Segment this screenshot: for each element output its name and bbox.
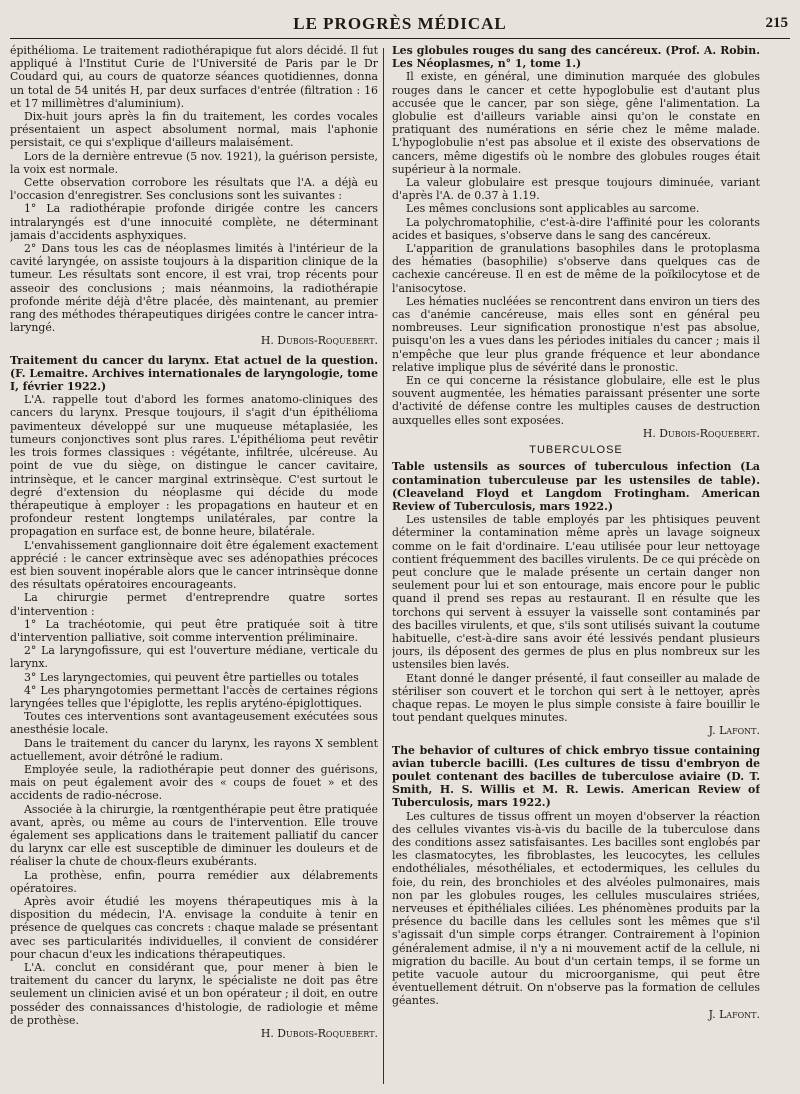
article-title-text: Table ustensils as sources of tuberculous infection (La contamination tuberculeuse par les ustensiles de table).: [392, 460, 760, 487]
paragraph: Les cultures de tissus offrent un moyen d'observer la réaction des cellules vivantes vis-à-vis du bacille de la tuberculose dans des conditions assez satisfaisantes. Les bacilles sont englobés par les clasmatocytes, les fibroblastes, les leucocytes, les cellules endothéliales, mésothéliales, et ectodermiques, les cellules du foie, du rein, des bronchioles et des alvéoles pulmonaires, mais non par les globules rouges, les cellules musculaires striées, nerveuses et épithéliales ciliées. Les phénomènes produits par la présence du bacille dans les cellules sont les mêmes que s'il s'agissait d'un simple corps étranger. Contrairement à l'opinion généralement admise, il n'y a ni mouvement actif de la cellule, ni migration du bacille. Au bout d'un certain temps, il se forme un petite vacuole autour du microorganisme, qui peut être éventuellement détruit. On n'observe pas la formation de cellules géantes.: [392, 809, 760, 1008]
paragraph: La polychromatophilie, c'est-à-dire l'affinité pour les colorants acides et basiques, s'observe dans le sang des cancéreux.: [392, 215, 760, 242]
journal-title: LE PROGRÈS MÉDICAL: [293, 14, 507, 33]
article-reference: (Prof. A. Robin. Les Néoplasmes, n° 1, tome 1.): [392, 44, 760, 71]
article-title: [392, 44, 760, 70]
page-number: 215: [765, 15, 788, 31]
article-reference: (D. T. Smith, H. S. Willis et M. R. Lewis. American Review of Tuberculosis, mars 1922.): [392, 769, 760, 810]
right-column: [392, 44, 760, 1088]
paragraph: Cette observation corrobore les résultats que l'A. a déjà eu l'occasion d'enregistrer. Ses conclusions sont les suivantes :: [10, 176, 378, 203]
article-reference: (F. Lemaitre. Archives internationales de laryngologie, tome I, février 1922.): [10, 366, 378, 394]
paragraph: Dix-huit jours après la fin du traitement, les cordes vocales présentaient un aspect absolument normal, mais l'aphonie persistait, ce qui s'explique d'ailleurs malaisément.: [10, 110, 378, 150]
paragraph: 3° Les laryngectomies, qui peuvent être partielles ou totales: [24, 670, 359, 684]
paragraph: En ce qui concerne la résistance globulaire, elle est le plus souvent augmentée, les hématies paraissant présenter une sorte d'activité de défense contre les multiples causes de destruction auxquelles elles sont exposées.: [392, 374, 760, 427]
paragraph: Associée à la chirurgie, la rœntgenthérapie peut être pratiquée avant, après, ou même au cours de l'intervention. Elle trouve également ses applications dans le traitement palliatif du cancer du larynx car elle est susceptible de diminuer les douleurs et de réaliser la chute de choux-fleurs exubérants.: [10, 802, 378, 869]
article-signature: H. Dubois-Roquebert.: [642, 426, 760, 440]
article-title-text: Les globules rouges du sang des cancéreux.: [392, 44, 662, 57]
left-column: [10, 44, 378, 1088]
article-title: [392, 460, 760, 513]
article-signature: J. Lafont.: [708, 1007, 760, 1021]
article-reference: (Cleaveland Floyd et Langdom Frotingham. American Review of Tuberculosis, mars 1922.): [392, 486, 760, 513]
paragraph: Il existe, en général, une diminution marquée des globules rouges dans le cancer et cette hypoglobulie est d'autant plus accusée que le cancer, par son siège, gêne l'alimentation. La globulie est d'ailleurs variable ainsi qu'on le constate en pratiquant des numérations en série chez le même malade. L'hypoglobulie n'est pas absolue et il existe des observations de cancers, même digestifs où le nombre des globules rouges était supérieur à la normale.: [392, 70, 760, 176]
paragraph: Employée seule, la radiothérapie peut donner des guérisons, mais on peut également avoir des « coups de fouet » et des accidents de radio-nécrose.: [10, 762, 378, 803]
paragraph: Les ustensiles de table employés par les phtisiques peuvent déterminer la contamination même après un lavage soigneux comme on le fait d'ordinaire. L'eau utilisée pour leur nettoyage contient fréquemment des bacilles virulents. De ce qui précède on peut conclure que le malade présente un certain danger non seulement pour lui et son entourage, mais encore pour le public quand il prend ses repas au restaurant. Il en résulte que les torchons qui servent à essuyer la vaisselle sont contaminés par des bacilles virulents, et que, s'ils sont utilisés suivant la coutume habituelle, c'est-à-dire sans avoir été lessivés pendant plusieurs jours, ils déposent des germes de plus en plus nombreux sur les ustensiles bien lavés.: [392, 513, 760, 672]
section-heading: TUBERCULOSE: [529, 444, 623, 457]
paragraph: L'A. rappelle tout d'abord les formes anatomo-cliniques des cancers du larynx. Presque toujours, il s'agit d'un épithélioma pavimenteux développé sur une muqueuse métaplasiée, les tumeurs conjonctives sont plus rares. L'épithélioma peut revêtir les trois formes classiques : végétante, infiltrée, ulcéreuse. Au point de vue du siège, on distingue le cancer cavitaire, intrinsèque, et le cancer marginal extrinsèque. C'est surtout le degré d'extension du néoplasme qui décide du mode thérapeutique à employer : les propagations en hauteur et en profondeur restent longtemps unilatérales, par contre la propagation en surface est, de bonne heure, bilatérale.: [10, 393, 378, 539]
paragraph: Les hématies nucléées se rencontrent dans environ un tiers des cas d'anémie cancéreuse, mais elles sont en général peu nombreuses. Leur signification pronostique n'est pas absolue, puisqu'on les a vues dans les périodes initiales du cancer ; mais il n'empêche que leur plus grande fréquence et leur abondance relative implique plus de sévérité dans le pronostic.: [392, 294, 760, 374]
page-header: [10, 10, 790, 39]
paragraph: Lors de la dernière entrevue (5 nov. 1921), la guérison persiste, la voix est normale.: [10, 149, 378, 176]
paragraph: L'envahissement ganglionnaire doit être également exactement apprécié : le cancer extrinsèque avec ses adénopathies précoces est bien souvent inopérable alors que le cancer intrinsèque donne des résultats opératoires encourageants.: [10, 538, 378, 592]
paragraph: Les mêmes conclusions sont applicables au sarcome.: [406, 202, 700, 216]
paragraph: 1° La trachéotomie, qui peut être pratiquée soit à titre d'intervention palliative, soit comme intervention préliminaire.: [10, 617, 378, 644]
article-signature: J. Lafont.: [708, 724, 760, 738]
column-divider: [383, 48, 384, 1084]
article-title-text: The behavior of cultures of chick embryo tissue containing avian tubercle bacilli. (Les cultures de tissu d'embryon de poulet contenant des bacilles de tuberculose aviaire: [392, 743, 760, 783]
paragraph: La prothèse, enfin, pourra remédier aux délabrements opératoires.: [10, 868, 378, 895]
paragraph: La valeur globulaire est presque toujours diminuée, variant d'après l'A. de 0.37 à 1.19.: [392, 176, 760, 203]
paragraph: La chirurgie permet d'entreprendre quatre sortes d'intervention :: [10, 591, 378, 618]
article-title: [10, 354, 378, 394]
paragraph: 2° Dans tous les cas de néoplasmes limités à l'intérieur de la cavité laryngée, on assiste toujours à la disparition clinique de la tumeur. Les résultats sont encore, il est vrai, trop récents pour asseoir des conclusions ; mais néanmoins, la radiothérapie profonde mérite déjà d'être placée, dès maintenant, au premier rang des méthodes thérapeutiques dirigées contre le cancer intra-laryngé.: [10, 242, 378, 335]
article-title: [392, 744, 760, 810]
paragraph: L'apparition de granulations basophiles dans le protoplasma des hématies (basophilie) s'observe dans quelques cas de cachexie cancéreuse. Il en est de même de la poïkilocytose et de l'anisocytose.: [392, 242, 760, 295]
paragraph: 2° La laryngofissure, qui est l'ouverture médiane, verticale du larynx.: [10, 644, 378, 671]
article-title-text: Traitement du cancer du larynx. Etat actuel de la question.: [10, 353, 378, 367]
article-signature: H. Dubois-Roquebert.: [260, 334, 378, 348]
paragraph: Toutes ces interventions sont avantageusement exécutées sous anesthésie locale.: [10, 710, 378, 737]
paragraph: 4° Les pharyngotomies permettant l'accès de certaines régions laryngées telles que l'épiglotte, les replis aryténo-épiglottiques.: [10, 683, 378, 710]
paragraph: Etant donné le danger présenté, il faut conseiller au malade de stériliser son couvert et le torchon qui sert à le nettoyer, après chaque repas. Le moyen le plus simple consiste à faire bouillir le tout pendant quelques minutes.: [392, 671, 760, 725]
paragraph: Après avoir étudié les moyens thérapeutiques mis à la disposition du médecin, l'A. envisage la conduite à tenir en présence de quelques cas concrets : chaque malade se présentant avec ses particularités individuelles, il convient de considérer pour chacun d'eux les indications thérapeutiques.: [10, 895, 378, 961]
article-signature: H. Dubois-Roquebert.: [260, 1027, 378, 1041]
paragraph: 1° La radiothérapie profonde dirigée contre les cancers intralaryngés est d'une innocuité complète, ne déterminant jamais d'accidents asphyxiques.: [10, 202, 378, 242]
paragraph: épithélioma. Le traitement radiothérapique fut alors décidé. Il fut appliqué à l'Institut Curie de l'Université de Paris par le Dr Coudard qui, au cours de quatorze séances quotidiennes, donna un total de 54 unités H, par deux surfaces d'entrée (filtration : 16 et 17 millimètres d'aluminium).: [10, 44, 378, 110]
paragraph: Dans le traitement du cancer du larynx, les rayons X semblent actuellement, avoir détrôné le radium.: [10, 736, 378, 763]
paragraph: L'A. conclut en considérant que, pour mener à bien le traitement du cancer du larynx, le spécialiste ne doit pas être seulement un clinicien avisé et un bon opérateur ; il doit, en outre posséder des connaissances d'histologie, de radiologie et même de prothèse.: [10, 961, 378, 1027]
